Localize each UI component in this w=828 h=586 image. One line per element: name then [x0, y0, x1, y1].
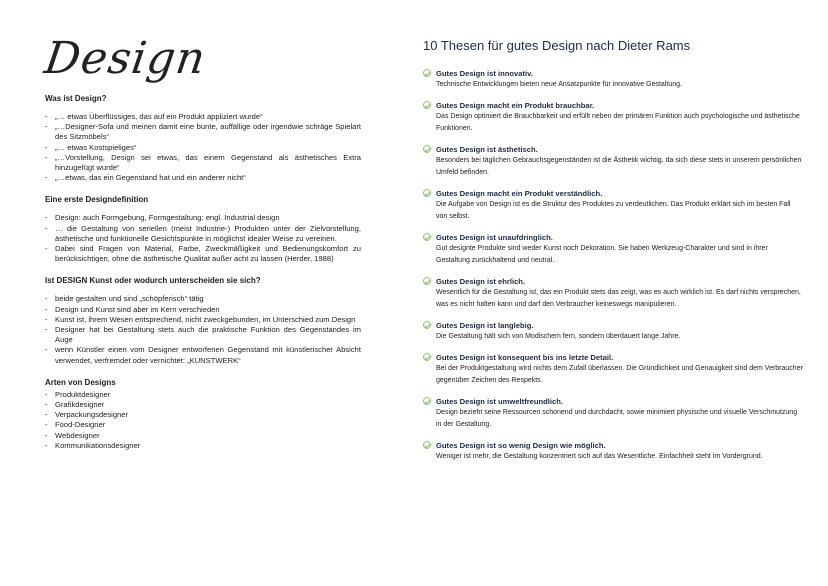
check-circle-icon [423, 69, 431, 77]
list-item: - Designer hat bei Gestaltung stets auch die praktische Funktion des Gegenstandes im Auge [45, 325, 361, 345]
thesis-title: Gutes Design ist unaufdringlich. [436, 233, 553, 242]
thesis-title: Gutes Design ist innovativ. [436, 69, 533, 78]
check-circle-icon [423, 321, 431, 329]
list-item: - Produktdesigner [45, 390, 361, 400]
check-circle-icon [423, 189, 431, 197]
thesis-title: Gutes Design ist so wenig Design wie möglich. [436, 441, 606, 450]
list-item: - Webdesigner [45, 431, 361, 441]
thesis-text: Bei der Produktgestaltung wird nichts dem Zufall überlassen. Die Gründlichkeit und Genauigkeit sind dem Verbraucher gegenüber Zeichen des Respekts. [436, 365, 803, 384]
check-circle-icon [423, 233, 431, 241]
thesis-title: Gutes Design ist umweltfreundlich. [436, 397, 564, 406]
bullet-list [45, 390, 361, 451]
thesis-item [423, 232, 803, 267]
design-logo [41, 30, 361, 88]
section-heading: Was ist Design? [45, 94, 107, 103]
check-circle-icon [423, 441, 431, 449]
left-column [41, 30, 361, 463]
thesis-title: Gutes Design ist konsequent bis ins letzte Detail. [436, 353, 614, 362]
section-designdefinition [45, 195, 361, 264]
list-item: - „…Designer-Sofa und meinen damit eine bunte, auffällige oder irgendwie schräge Spielart des Sitzmöbels“ [45, 122, 361, 142]
list-item: - „…Vorstellung, Design sei etwas, das einem Gegenstand als ästhetisches Extra hinzugefügt wurde“ [45, 153, 361, 173]
thesis-text: Design bezieht seine Ressourcen schonend und durchdacht, sowie minimiert physische und visuelle Verschmutzung in der Gestaltung. [436, 409, 798, 428]
check-circle-icon [423, 397, 431, 405]
section-heading: Ist DESIGN Kunst oder wodurch unterscheiden sie sich? [45, 276, 261, 286]
thesis-text: Die Aufgabe von Design ist es die Struktur des Produktes zu verdeutlichen. Das Produkt erklärt sich im besten Fall von selbst. [436, 201, 791, 220]
check-circle-icon [423, 101, 431, 109]
thesis-item [423, 440, 803, 463]
check-circle-icon [423, 353, 431, 361]
section-heading: Eine erste Designdefinition [45, 195, 149, 205]
list-item: - Grafikdesigner [45, 400, 361, 410]
list-item: - „…etwas, das ein Gegenstand hat und ein anderer nicht“ [45, 173, 361, 183]
thesis-title: Gutes Design ist ehrlich. [436, 277, 526, 286]
list-item: - Kommunikationsdesigner [45, 441, 361, 451]
list-item: - Design: auch Formgebung, Formgestaltung: engl. Industrial design [45, 213, 361, 223]
thesis-item [423, 68, 803, 91]
thesis-text: Das Design optimiert die Brauchbarkeit und erfüllt neben der primären Funktion auch psychologische und ästhetische Funktionen. [436, 113, 800, 132]
thesis-text: Wesentlich für die Gestaltung ist, das ein Produkt stets das zeigt, was es auch wirklich ist. Es darf nichts versprechen, was es nicht halten kann und darf den Verbraucher keineswegs manipulieren. [436, 289, 801, 308]
thesis-text: Die Gestaltung hält sich von Modischem fern, sondern überdauert lange Jahre. [436, 333, 681, 340]
thesis-item [423, 188, 803, 223]
list-item: - Food-Designer [45, 420, 361, 430]
thesis-item [423, 100, 803, 135]
thesis-text: Technische Entwicklungen bieten neue Ansatzpunkte für innovative Gestaltung. [436, 81, 682, 88]
section-heading: Arten von Designs [45, 377, 116, 387]
list-item: - „… etwas Kostspieliges“ [45, 143, 361, 153]
list-item: - … die Gestaltung von seriellen (meist Industrie-) Produkten unter der Zielvorstellung, ästhetische und funktionelle Gesichtspunkte in möglichst idealer Weise zu vereinen. [45, 224, 361, 244]
list-item: - beide gestalten und sind „schöpferisch“ tätig [45, 294, 361, 304]
list-item: - Design und Kunst sind aber im Kern verschieden [45, 305, 361, 315]
thesis-item [423, 144, 803, 179]
section-design-kunst [45, 276, 361, 365]
thesis-text: Weniger ist mehr, die Gestaltung konzentriert sich auf das Wesentliche. Einfachheit steht im Vordergrund. [436, 453, 763, 460]
thesis-item [423, 276, 803, 311]
theses-title: 10 Thesen für gutes Design nach Dieter Rams [423, 38, 691, 53]
thesis-item [423, 396, 803, 431]
logo-text: Design [41, 33, 210, 84]
check-circle-icon [423, 145, 431, 153]
check-circle-icon [423, 277, 431, 285]
thesis-title: Gutes Design ist langlebig. [436, 321, 534, 330]
section-arten-von-designs [45, 378, 361, 451]
thesis-text: Gut designte Produkte sind weder Kunst noch Dekoration. Sie haben Werkzeug-Charakter und sind in ihrer Gestaltung zurückhaltend und neutral. [436, 245, 768, 264]
thesis-title: Gutes Design macht ein Produkt brauchbar. [436, 101, 595, 110]
thesis-item [423, 320, 803, 343]
thesis-title: Gutes Design macht ein Produkt verständlich. [436, 189, 603, 198]
thesis-title: Gutes Design ist ästhetisch. [436, 145, 538, 154]
section-was-ist-design [45, 94, 361, 183]
list-item: - „… etwas Überflüssiges, das auf ein Produkt appliziert wurde“ [45, 112, 361, 122]
list-item: - wenn Künstler einen vom Designer entworfenen Gegenstand mit künstlerischer Absicht verwendet, verfremdet oder vernichtet: „KUNSTWERK“ [45, 345, 361, 365]
list-item: - Kunst ist, ihrem Wesen entsprechend, nicht zweckgebunden, im Unterschied zum Design [45, 315, 361, 325]
right-column [423, 38, 803, 472]
thesis-item [423, 352, 803, 387]
thesis-text: Besonders bei täglichen Gebrauchsgegenständen ist die Ästhetik wichtig, da sich diese stets in unserem persönlichen Umfeld befinden. [436, 157, 802, 176]
list-item: - Verpackungsdesigner [45, 410, 361, 420]
bullet-list [45, 112, 361, 183]
list-item: - Dabei sind Fragen von Material, Farbe, Zweckmäßigkeit und Bedienungskomfort zu berücksichtigen, ohne die ästhetische Qualitat außer acht zu lassen (Herder, 1988) [45, 244, 361, 264]
bullet-list [45, 294, 361, 365]
bullet-list [45, 213, 361, 264]
